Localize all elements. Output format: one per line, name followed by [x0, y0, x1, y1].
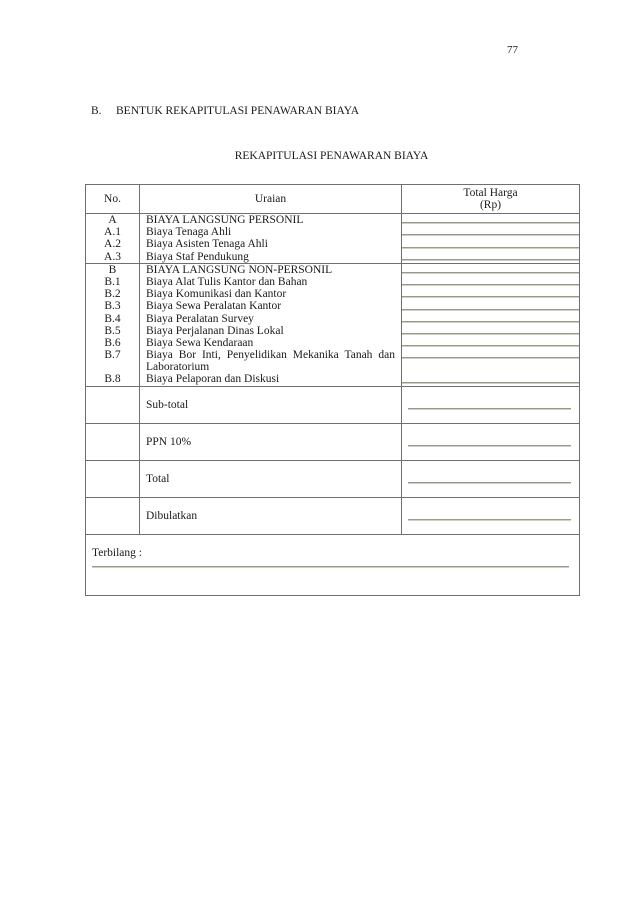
amount-line — [402, 337, 579, 349]
row-number: B.8 — [104, 373, 121, 386]
table-title: REKAPITULASI PENAWARAN BIAYA — [234, 150, 429, 162]
section-letter: B. — [91, 105, 102, 117]
amount-line — [402, 313, 579, 325]
terbilang-row — [86, 534, 580, 595]
dibulatkan-no-cell — [86, 497, 140, 534]
amount-line — [408, 473, 571, 485]
total-no-cell — [86, 460, 140, 497]
row-description: Biaya Komunikasi dan Kantor — [146, 288, 287, 301]
ppn-label: PPN 10% — [140, 423, 402, 460]
terbilang-cell — [86, 534, 580, 595]
total-row — [86, 460, 580, 497]
row-number: B — [108, 263, 117, 276]
row-description: BIAYA LANGSUNG PERSONIL — [146, 214, 304, 226]
amount-line — [408, 399, 571, 411]
terbilang-label: Terbilang : — [92, 546, 142, 559]
subtotal-row — [86, 386, 580, 423]
row-description: Biaya Peralatan Survey — [146, 312, 254, 325]
row-number: B.5 — [104, 324, 121, 337]
recap-table — [85, 184, 580, 596]
table-row-group-b — [86, 263, 580, 386]
amount-line — [402, 214, 579, 226]
row-number: B.7 — [104, 349, 121, 362]
row-description: BIAYA LANGSUNG NON-PERSONIL — [146, 263, 333, 276]
amount-spacer — [402, 361, 579, 373]
amount-line — [402, 349, 579, 361]
row-description-continued: Laboratorium — [146, 361, 210, 374]
header-no: No. — [86, 185, 140, 214]
ppn-row — [86, 423, 580, 460]
row-number: A — [108, 214, 117, 226]
header-total-line2: (Rp) — [479, 199, 502, 211]
amount-line — [402, 264, 579, 276]
row-number: B.4 — [104, 312, 121, 325]
group-a-descriptions — [140, 214, 402, 264]
header-uraian: Uraian — [140, 185, 402, 214]
total-label: Total — [140, 460, 402, 497]
header-row — [86, 185, 580, 214]
amount-line — [408, 436, 571, 448]
row-description: Biaya Perjalanan Dinas Lokal — [146, 324, 284, 337]
dibulatkan-row — [86, 497, 580, 534]
header-total-line1: Total Harga — [463, 187, 518, 199]
amount-line — [402, 238, 579, 250]
amount-line — [402, 251, 579, 263]
row-number — [86, 361, 139, 373]
row-description: Biaya Tenaga Ahli — [146, 226, 232, 239]
row-number: B.2 — [104, 288, 121, 301]
row-description: Biaya Bor Inti, Penyelidikan Mekanika Tanah dan — [146, 349, 395, 362]
amount-line — [402, 288, 579, 300]
section-title: BENTUK REKAPITULASI PENAWARAN BIAYA — [116, 105, 360, 117]
group-a-numbers — [86, 214, 140, 264]
ppn-no-cell — [86, 423, 140, 460]
amount-line — [402, 226, 579, 238]
section-heading — [91, 105, 359, 117]
row-description: Biaya Sewa Peralatan Kantor — [146, 300, 282, 313]
amount-line — [402, 373, 579, 385]
ppn-amount — [402, 423, 580, 460]
row-description: Biaya Sewa Kendaraan — [146, 336, 254, 349]
group-b-numbers — [86, 263, 140, 386]
row-description: Biaya Pelaporan dan Diskusi — [146, 373, 280, 386]
amount-line — [402, 325, 579, 337]
row-description: Biaya Asisten Tenaga Ahli — [146, 238, 268, 251]
total-amount — [402, 460, 580, 497]
row-description: Biaya Alat Tulis Kantor dan Bahan — [146, 275, 308, 288]
row-number: B.1 — [104, 275, 121, 288]
dibulatkan-amount — [402, 497, 580, 534]
row-number: A.3 — [104, 250, 121, 263]
amount-line — [408, 510, 571, 522]
subtotal-label: Sub-total — [140, 386, 402, 423]
subtotal-no-cell — [86, 386, 140, 423]
row-number: B.3 — [104, 300, 121, 313]
page-number: 77 — [507, 44, 518, 56]
terbilang-line — [92, 565, 569, 567]
group-b-descriptions — [140, 263, 402, 386]
row-number: A.2 — [104, 238, 121, 251]
group-a-amounts — [402, 214, 580, 264]
header-total-harga — [402, 185, 580, 214]
amount-line — [402, 276, 579, 288]
table-row-group-a — [86, 214, 580, 264]
subtotal-amount — [402, 386, 580, 423]
amount-line — [402, 300, 579, 312]
row-description: Biaya Staf Pendukung — [146, 250, 249, 263]
dibulatkan-label: Dibulatkan — [140, 497, 402, 534]
row-number: A.1 — [104, 226, 121, 239]
group-b-amounts — [402, 263, 580, 386]
row-number: B.6 — [104, 336, 121, 349]
